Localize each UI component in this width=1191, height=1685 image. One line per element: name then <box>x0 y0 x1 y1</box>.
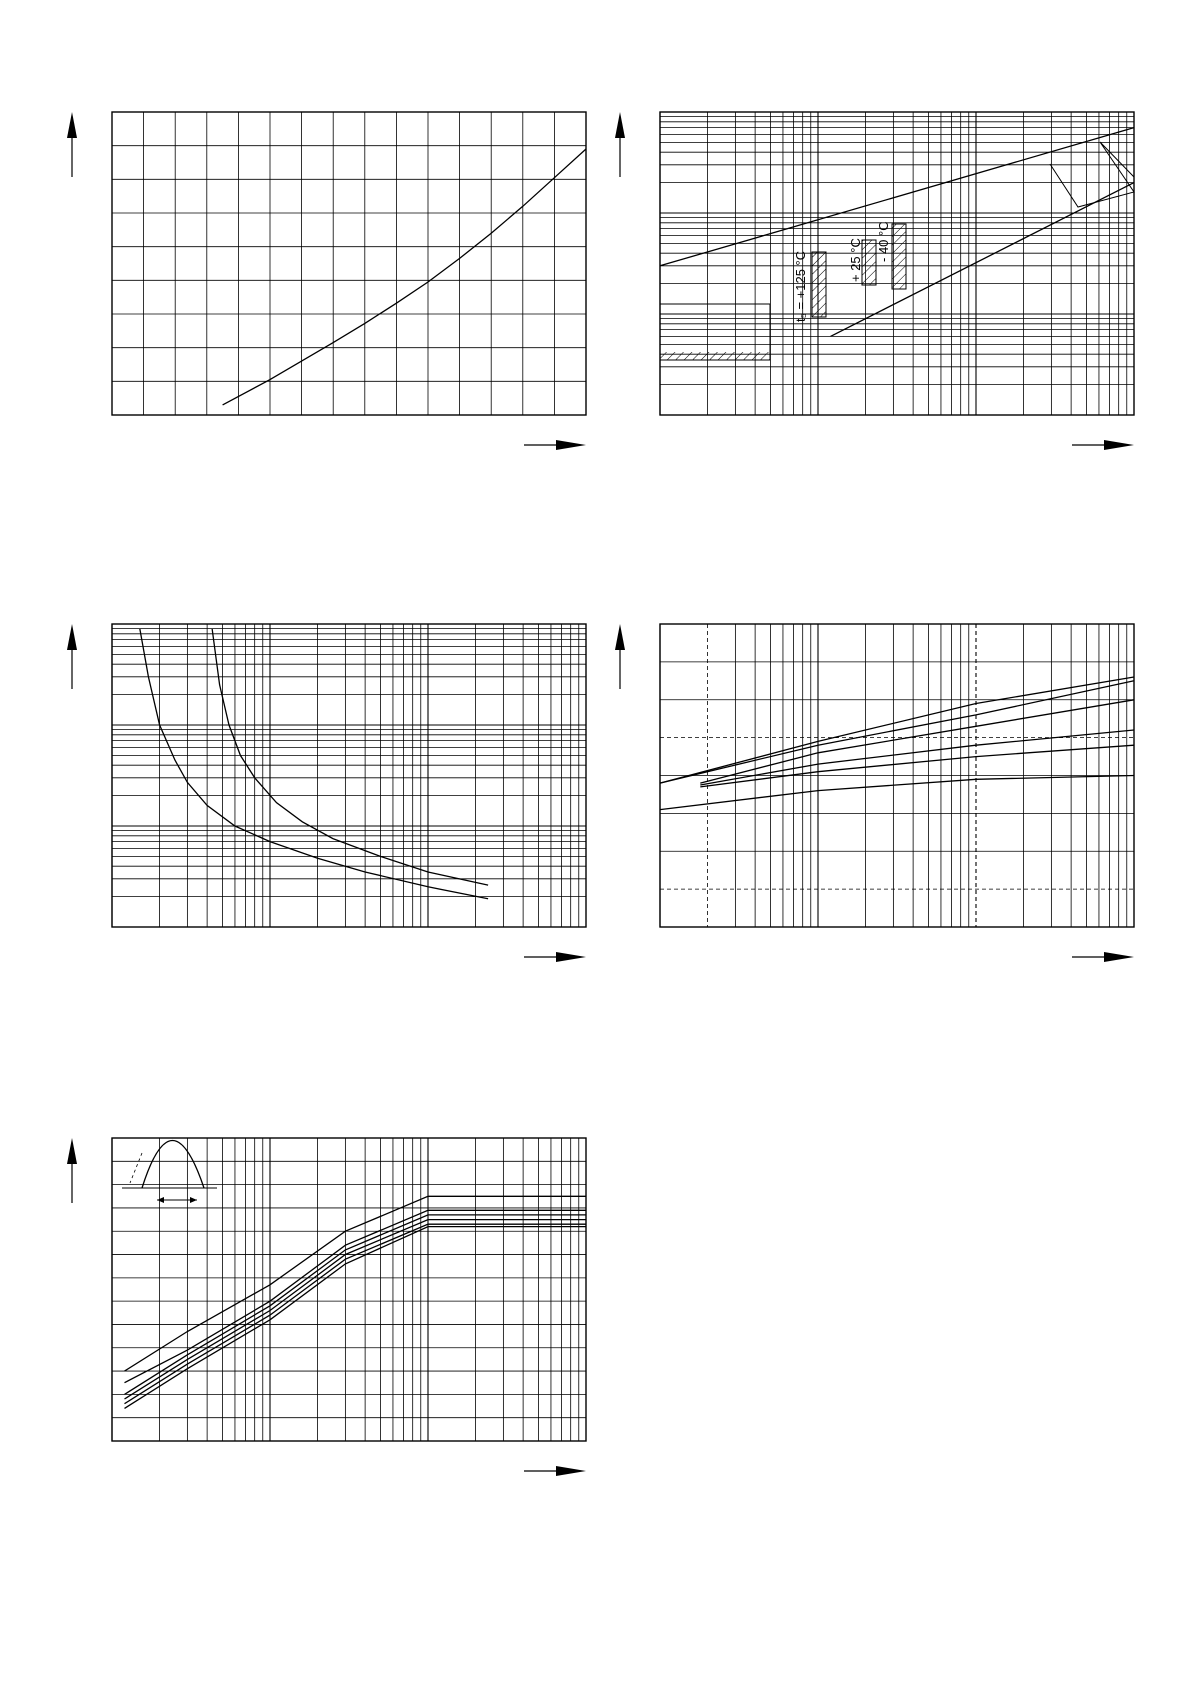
y-axis-arrow-head <box>615 624 625 650</box>
tolerance-hatch <box>660 352 770 360</box>
inset-arrow-right <box>190 1197 197 1203</box>
series-line-3 <box>700 700 1134 783</box>
inset-arrow-left <box>157 1197 164 1203</box>
series-line-4 <box>125 1220 587 1399</box>
y-axis-arrow-head <box>615 112 625 138</box>
tolerance-box-lower <box>660 304 770 360</box>
temp-box-minus40 <box>892 224 906 289</box>
series-line-6 <box>125 1227 587 1409</box>
plot-frame <box>112 1138 586 1441</box>
plot-frame <box>112 112 586 415</box>
annotation-25c: + 25 °C <box>848 238 863 282</box>
series-line-1 <box>140 629 488 899</box>
series-line-1 <box>223 149 586 405</box>
chart-1-linear-plot <box>67 112 586 450</box>
annotation-tj-125: t₅ = +125 °C <box>793 250 808 322</box>
chart-2-log-log-plot <box>615 112 1134 450</box>
series-line-2 <box>660 681 1134 783</box>
inset-tangent <box>130 1153 142 1183</box>
chart-4-semilog-plot <box>615 624 1134 962</box>
chart-5-semilog-plot <box>67 1138 586 1476</box>
x-axis-arrow-head <box>1104 952 1134 962</box>
chart-3-log-log-plot <box>67 624 586 962</box>
y-axis-arrow-head <box>67 112 77 138</box>
temp-box-125 <box>812 252 826 317</box>
series-line-5 <box>125 1224 587 1404</box>
y-axis-arrow-head <box>67 1138 77 1164</box>
series-line-2 <box>125 1210 587 1382</box>
series-line-3 <box>125 1215 587 1395</box>
series-line-1 <box>125 1196 587 1371</box>
inset-pulse-curve <box>142 1141 204 1189</box>
x-axis-arrow-head <box>556 952 586 962</box>
temp-box-25 <box>862 240 876 285</box>
annotation-minus40c: - 40 °C <box>876 221 891 262</box>
y-axis-arrow-head <box>67 624 77 650</box>
tolerance-bracket <box>1050 142 1134 207</box>
x-axis-arrow-head <box>556 1466 586 1476</box>
series-line-2 <box>212 629 488 886</box>
x-axis-arrow-head <box>556 440 586 450</box>
series-line-6 <box>660 776 1134 810</box>
x-axis-arrow-head <box>1104 440 1134 450</box>
